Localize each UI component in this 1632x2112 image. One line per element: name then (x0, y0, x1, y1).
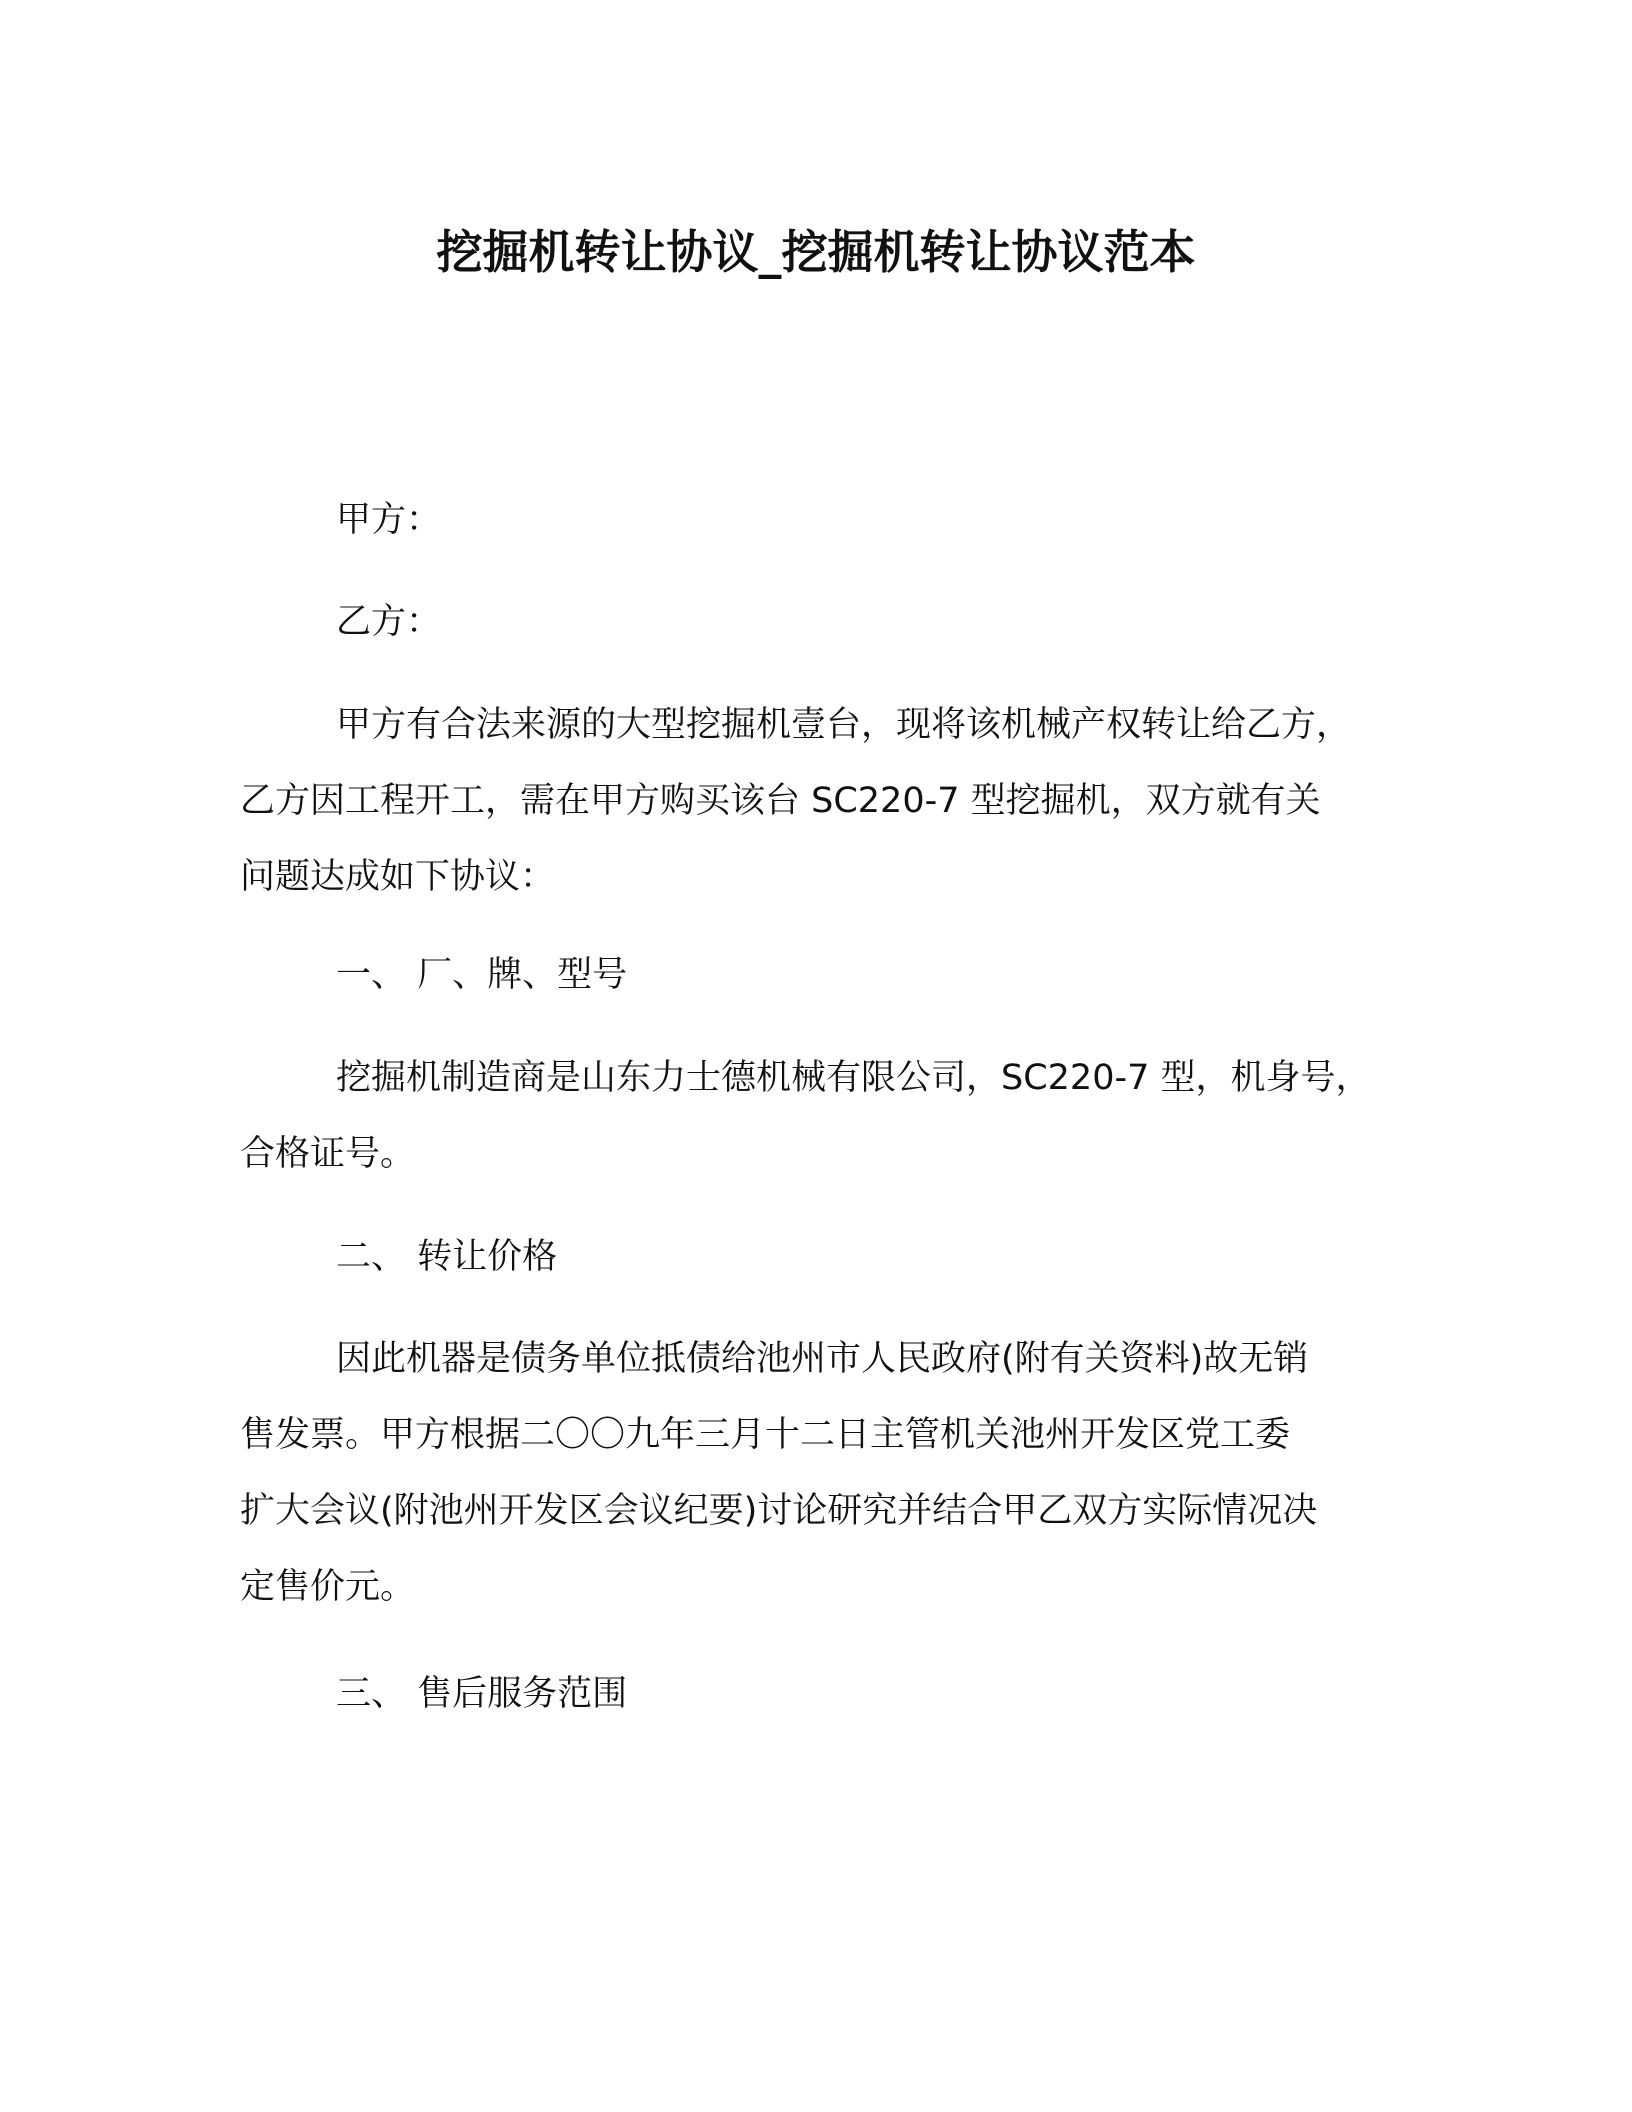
intro-paragraph (240, 687, 1410, 915)
section-2-heading: 二、 转让价格 (336, 1237, 558, 1277)
section-1-heading: 一、 厂、牌、型号 (336, 955, 628, 995)
intro-line-2: 乙方因工程开工，需在甲方购买该台 SC220-7 型挖掘机，双方就有关 (240, 781, 1321, 821)
section-3-heading: 三、 售后服务范围 (336, 1674, 628, 1714)
document-title: 挖掘机转让协议_挖掘机转让协议范本 (436, 225, 1196, 279)
intro-line-3: 问题达成如下协议： (240, 857, 556, 897)
party-b-label: 乙方： (336, 602, 442, 642)
section-2-line-3: 扩大会议(附池州开发区会议纪要)讨论研究并结合甲乙双方实际情况决 (240, 1491, 1318, 1531)
section-2-paragraph (240, 1321, 1410, 1625)
section-2-line-4: 定售价元。 (240, 1567, 416, 1607)
intro-line-1: 甲方有合法来源的大型挖掘机壹台，现将该机械产权转让给乙方， (336, 705, 1352, 745)
section-1-line-2: 合格证号。 (240, 1134, 416, 1174)
section-1-paragraph (240, 1040, 1410, 1192)
section-2-line-2: 售发票。甲方根据二〇〇九年三月十二日主管机关池州开发区党工委 (240, 1415, 1291, 1455)
section-1-line-1: 挖掘机制造商是山东力士德机械有限公司，SC220-7 型，机身号， (336, 1058, 1371, 1098)
section-2-line-1: 因此机器是债务单位抵债给池州市人民政府(附有关资料)故无销 (336, 1339, 1309, 1379)
party-a-label: 甲方： (336, 500, 442, 540)
